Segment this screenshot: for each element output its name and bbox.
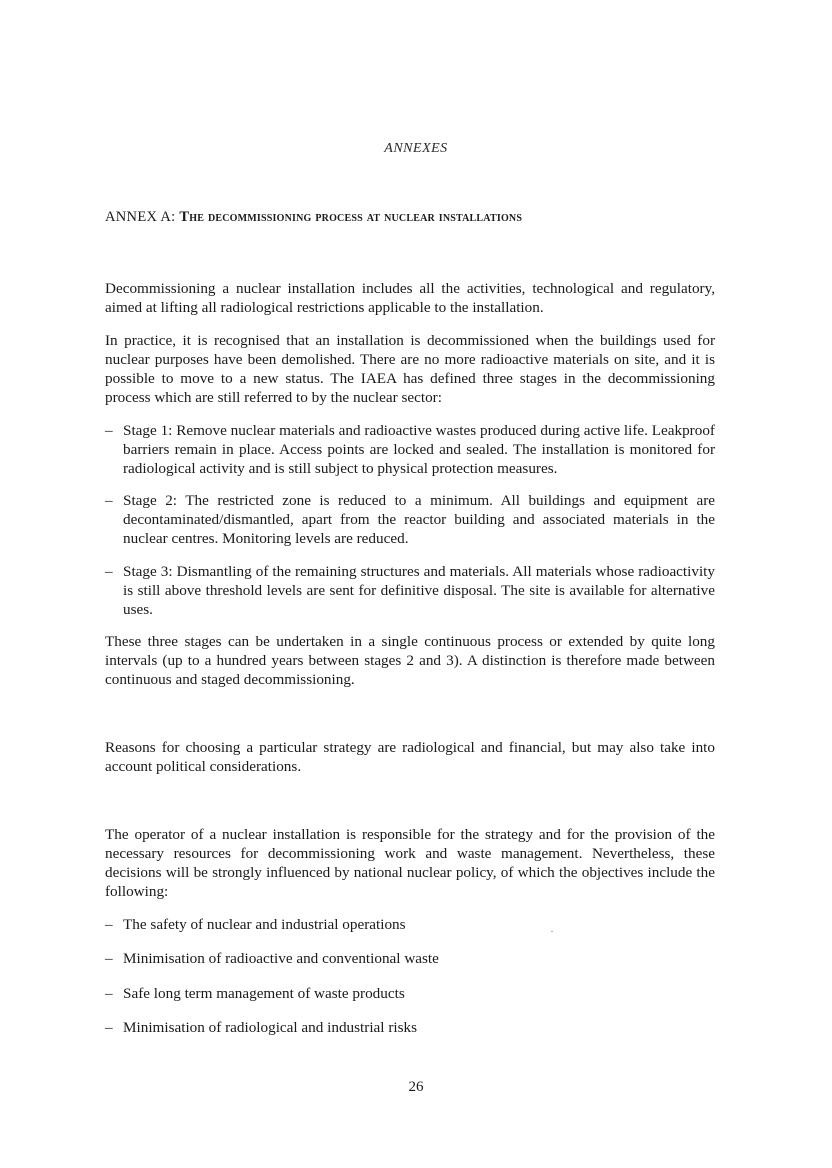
- page-number: 26: [408, 1079, 424, 1095]
- list-item-stage-3: [105, 562, 715, 619]
- list-item-stage-2: [105, 491, 715, 548]
- paragraph-stages-intro: In practice, it is recognised that an installation is decommissioned when the buildings used for nuclear purposes have been demolished. There are no more radioactive materials on site, and it is possible to move to a new status. The IAEA has defined three stages in the decommissioning process which are still referred to by the nuclear sector:: [105, 332, 715, 406]
- list-item-objective-3: [105, 984, 715, 1003]
- scan-speck: [551, 931, 553, 932]
- paragraph-definition: Decommissioning a nuclear installation includes all the activities, technological and regulatory, aimed at lifting all radiological restrictions applicable to the installation.: [105, 280, 715, 316]
- list-dash: –: [105, 950, 113, 967]
- list-item-text: Stage 1: Remove nuclear materials and radioactive wastes produced during active life. Leakproof barriers remain in place. Access points are locked and sealed. The installation is monitored for radiological activity and is still subject to physical protection measures.: [123, 422, 715, 477]
- list-dash: –: [105, 492, 113, 509]
- list-item-text: Stage 2: The restricted zone is reduced to a minimum. All buildings and equipment are decontaminated/dismantled, apart from the reactor building and associated materials in the nuclear centres. Monitoring levels are reduced.: [123, 492, 715, 547]
- list-dash: –: [105, 985, 113, 1002]
- list-item-text: Minimisation of radioactive and conventional waste: [123, 950, 439, 967]
- list-item-objective-2: [105, 949, 715, 968]
- list-item-text: The safety of nuclear and industrial operations: [123, 916, 406, 933]
- list-dash: –: [105, 563, 113, 580]
- list-dash: –: [105, 1019, 113, 1036]
- annex-heading-prefix: ANNEX A:: [105, 209, 180, 225]
- list-dash: –: [105, 916, 113, 933]
- paragraph-continuous-staged: These three stages can be undertaken in a single continuous process or extended by quite long intervals (up to a hundred years between stages 2 and 3). A distinction is therefore made between continuous and staged decommissioning.: [105, 633, 715, 688]
- list-item-objective-1: [105, 915, 715, 934]
- paragraph-strategy-reasons: Reasons for choosing a particular strategy are radiological and financial, but may also take into account political considerations.: [105, 739, 715, 775]
- paragraph-operator-responsibility: The operator of a nuclear installation is responsible for the strategy and for the provision of the necessary resources for decommissioning work and waste management. Nevertheless, these decisions will be strongly influenced by national nuclear policy, of which the objectives include the following:: [105, 826, 715, 900]
- list-item-text: Minimisation of radiological and industrial risks: [123, 1019, 418, 1036]
- page-header: ANNEXES: [384, 141, 448, 156]
- list-dash: –: [105, 422, 113, 439]
- list-item-text: Safe long term management of waste products: [123, 985, 405, 1002]
- list-item-objective-4: [105, 1018, 715, 1037]
- annex-heading-title: The decommissioning process at nuclear installations: [179, 209, 523, 225]
- list-item-stage-1: [105, 421, 715, 478]
- annex-heading: [105, 209, 522, 226]
- list-item-text: Stage 3: Dismantling of the remaining structures and materials. All materials whose radioactivity is still above threshold levels are sent for definitive disposal. The site is available for alternative uses.: [123, 563, 715, 618]
